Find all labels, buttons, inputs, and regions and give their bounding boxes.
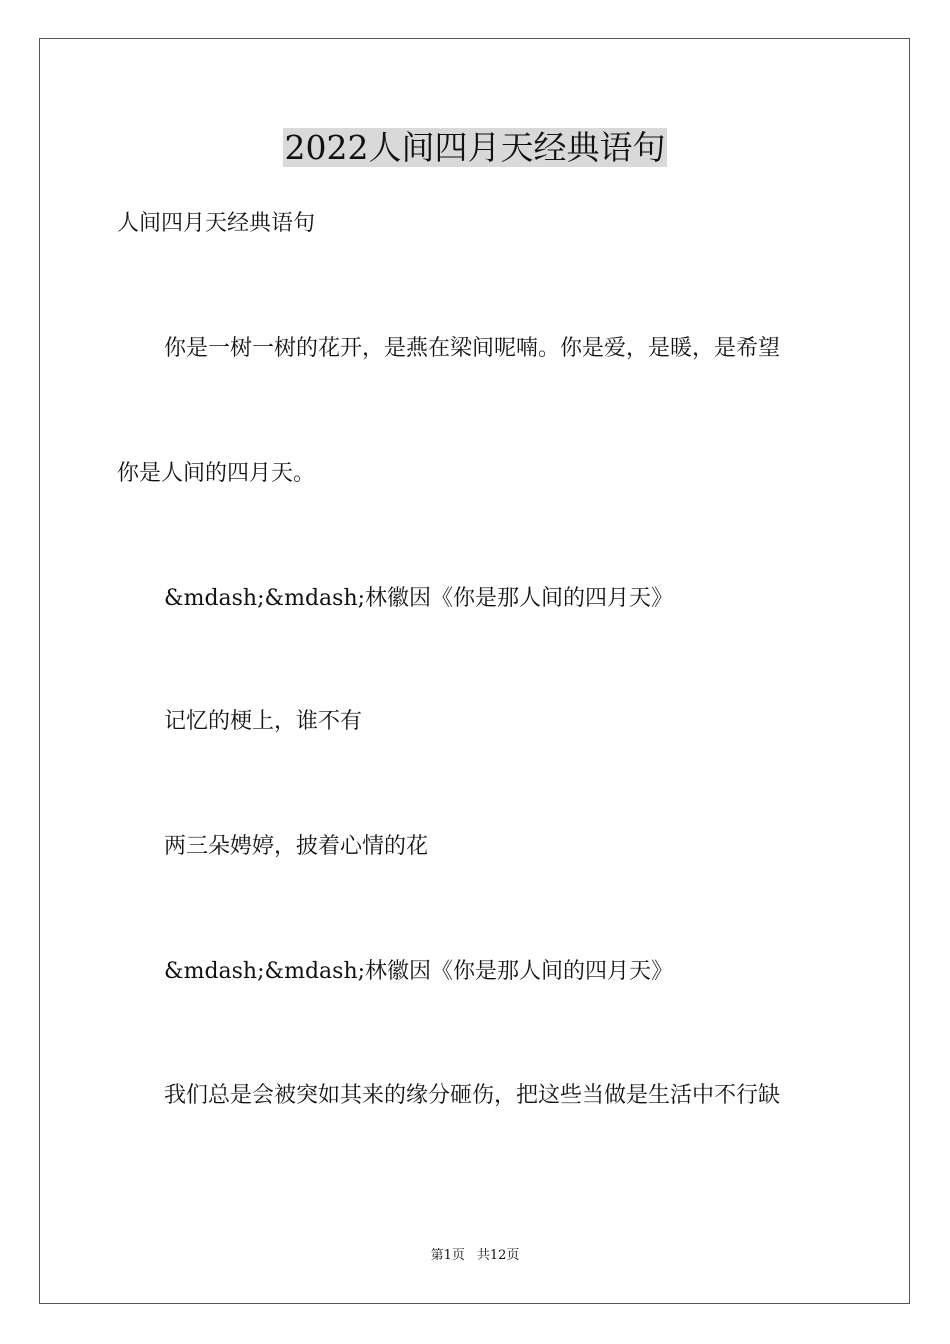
text-line: 你是人间的四月天。 xyxy=(117,461,316,486)
text-line-attribution: &mdash;&mdash;林徽因《你是那人间的四月天》 xyxy=(164,959,674,984)
page-footer xyxy=(0,1247,950,1265)
document-title xyxy=(0,126,950,170)
text-line-attribution: &mdash;&mdash;林徽因《你是那人间的四月天》 xyxy=(164,586,674,611)
text-line: 你是一树一树的花开，是燕在梁间呢喃。你是爱，是暖，是希望 xyxy=(164,336,781,361)
text-line: 我们总是会被突如其来的缘分砸伤，把这些当做是生活中不行缺 xyxy=(164,1083,781,1108)
document-title-text: 2022人间四月天经典语句 xyxy=(284,128,666,167)
text-line: 两三朵娉婷，披着心情的花 xyxy=(164,834,429,859)
text-line-subtitle: 人间四月天经典语句 xyxy=(117,211,316,236)
text-line: 记忆的梗上，谁不有 xyxy=(164,709,363,734)
page-number: 第1页 xyxy=(430,1248,465,1263)
page-total: 共12页 xyxy=(476,1248,520,1263)
